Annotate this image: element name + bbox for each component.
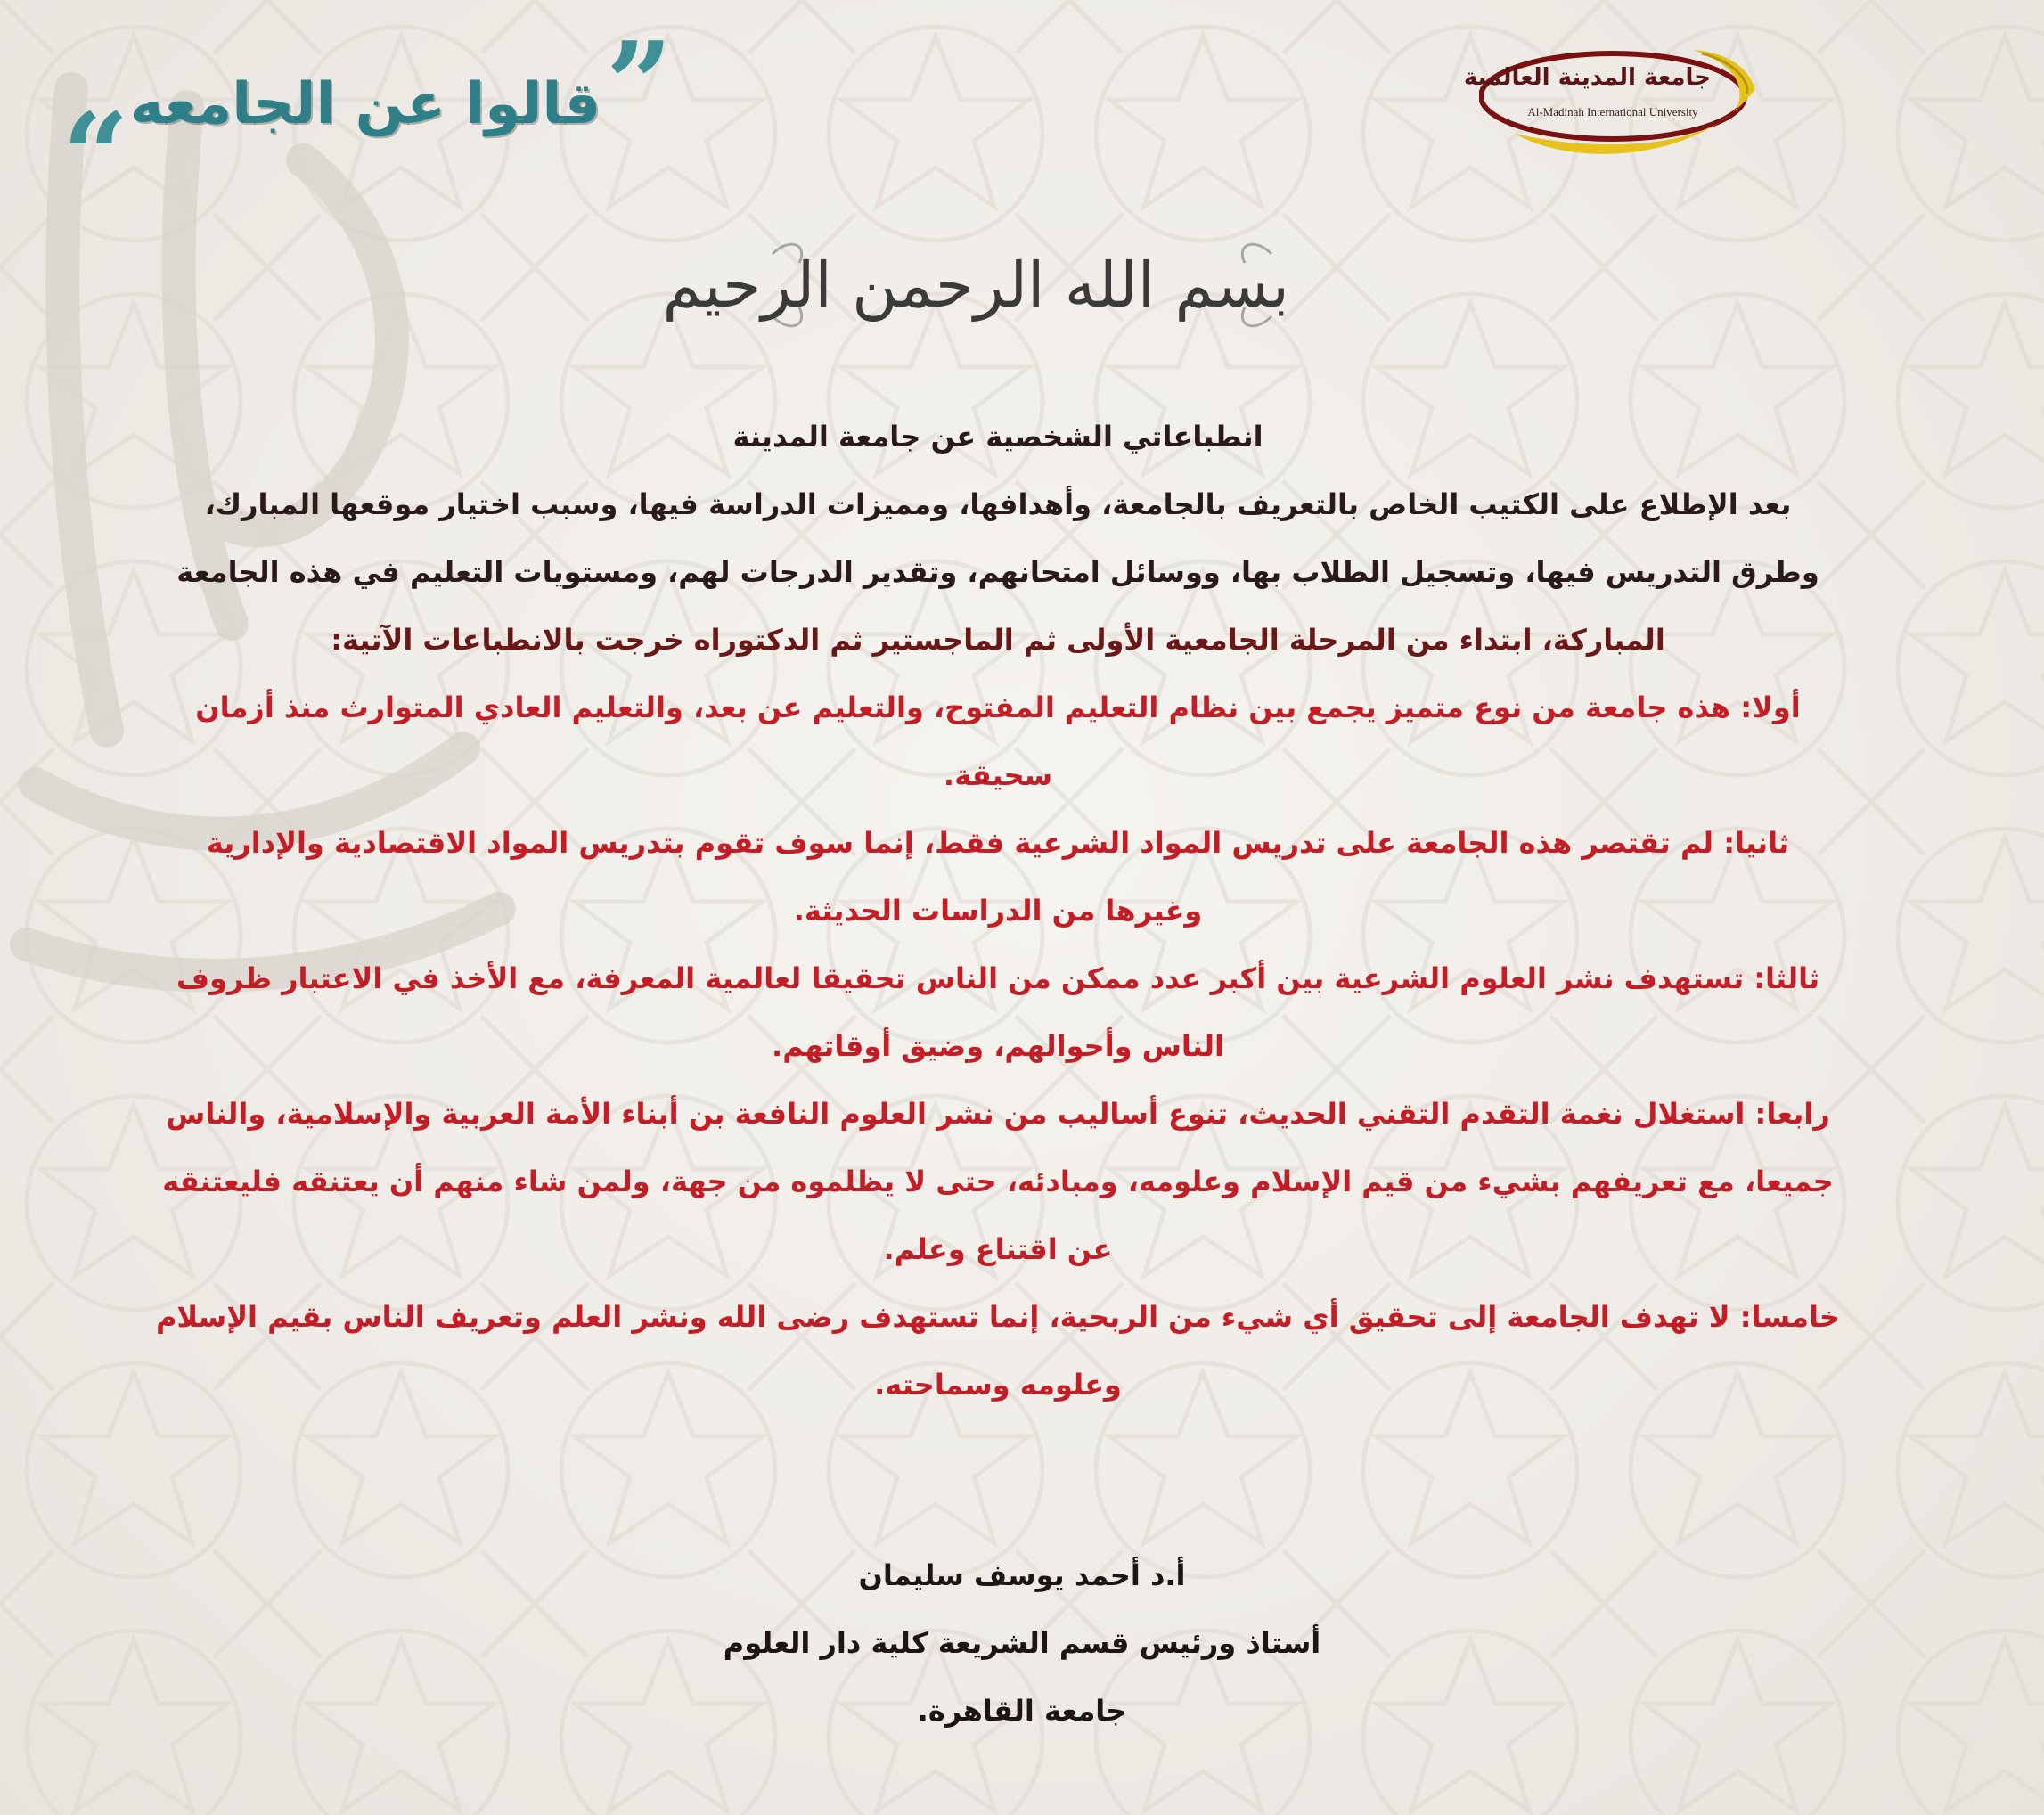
opening-quote-mark: “ [62,87,129,224]
point-second-line: ثانيا: لم تقتصر هذه الجامعة على تدريس المواد الشرعية فقط، إنما سوف تقوم بتدريس المواد الاقتصادية والإدارية [206,826,1790,860]
basmala: بسم الله الرحمن الرحيم [662,249,1289,322]
author-position: أستاذ ورئيس قسم الشريعة كلية دار العلوم [723,1626,1321,1660]
closing-quote-mark: ” [606,16,673,152]
article-heading: انطباعاتي الشخصية عن جامعة المدينة [732,420,1263,454]
point-fifth-line: خامسا: لا تهدف الجامعة إلى تحقيق أي شيء من الربحية، إنما تستهدف رضى الله ونشر العلم وتعريف الناس بقيم الإسلام [155,1300,1841,1334]
point-fourth-line: رابعا: استغلال نغمة التقدم التقني الحديث، تنوع أساليب من نشر العلوم النافعة بن أبناء الأمة العربية والإسلامية، والناس [166,1097,1830,1131]
point-fourth-line: جميعا، مع تعريفهم بشيء من قيم الإسلام وعلومه، ومبادئه، حتى لا يظلموه من جهة، ولمن شاء منهم أن يعتنقه فليعتنقه [162,1165,1834,1198]
university-logo [1463,45,1764,160]
author-name: أ.د أحمد يوسف سليمان [858,1558,1186,1592]
logo-emblem-icon [1463,45,1764,160]
author-institution: جامعة القاهرة. [917,1694,1127,1728]
point-fourth-line: عن اقتناع وعلم. [883,1232,1113,1266]
point-second-line: وغيرها من الدراسات الحديثة. [793,894,1203,928]
point-first-line: أولا: هذه جامعة من نوع متميز يجمع بين نظام التعليم المفتوح، والتعليم عن بعد، والتعليم العادي المتوارث منذ أزمان [195,691,1801,724]
intro-line: وطرق التدريس فيها، وتسجيل الطلاب بها، ووسائل امتحانهم، وتقدير الدرجات لهم، ومستويات التعليم في هذه الجامعة [176,555,1819,589]
intro-line: بعد الإطلاع على الكتيب الخاص بالتعريف بالجامعة، وأهدافها، ومميزات الدراسة فيها، وسبب اختيار موقعها المبارك، [204,487,1792,521]
page-title: قالوا عن الجامعه [129,71,601,137]
point-third-line: الناس وأحوالهم، وضيق أوقاتهم. [772,1029,1224,1063]
logo-arabic-name: جامعة المدينة العالمية [1463,64,1711,91]
point-third-line: ثالثا: تستهدف نشر العلوم الشرعية بين أكبر عدد ممكن من الناس تحقيقا لعالمية المعرفة، مع الأخذ في الاعتبار ظروف [176,961,1820,995]
logo-english-name: Al-Madinah International University [1527,105,1698,119]
point-fifth-line: وعلومه وسماحته. [874,1368,1122,1402]
signature-block [576,1541,1468,1745]
article-body [107,403,1889,1418]
intro-line: المباركة، ابتداء من المرحلة الجامعية الأولى ثم الماجستير ثم الدكتوراه خرجت بالانطباعات الآتية: [331,623,1665,657]
point-first-line: سحيقة. [943,758,1053,792]
page-header [53,16,695,224]
